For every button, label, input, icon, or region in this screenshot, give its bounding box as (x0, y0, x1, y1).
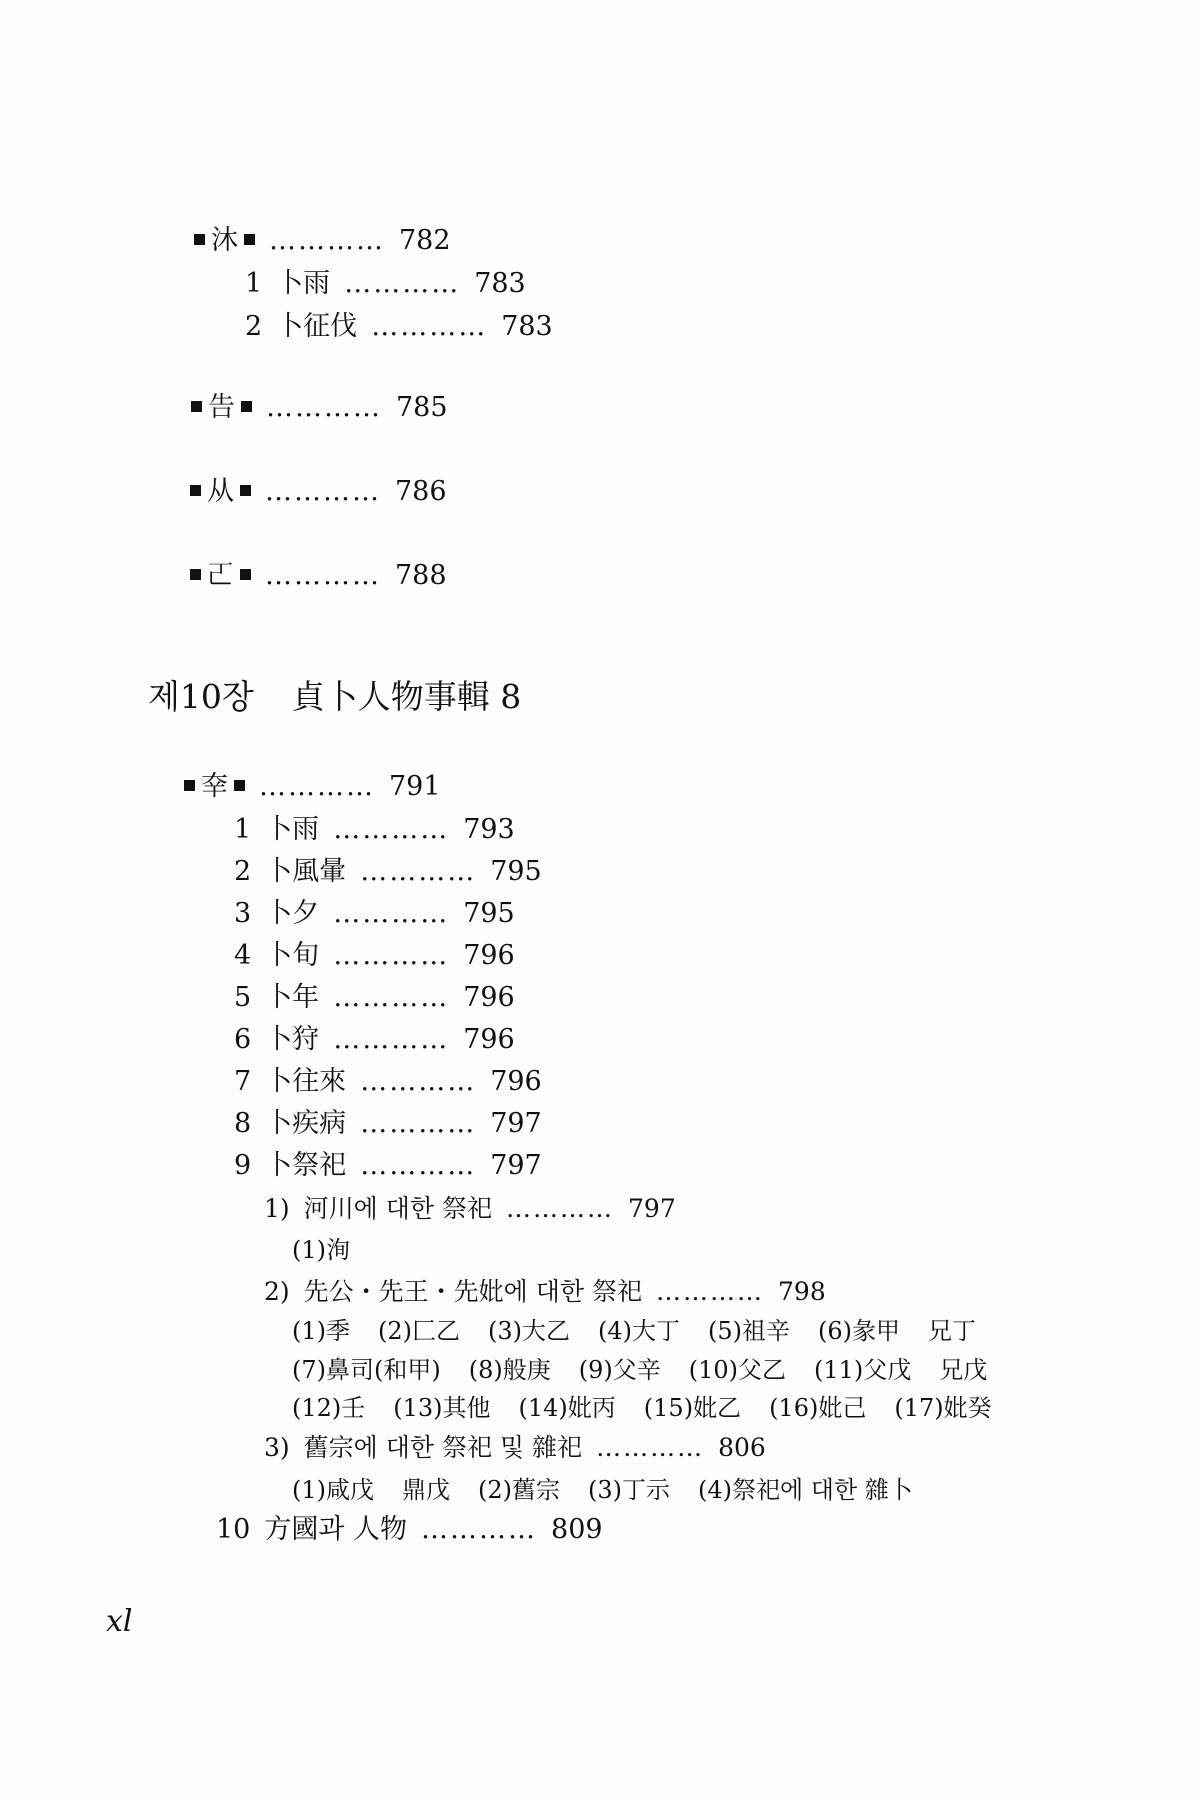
toc-text: 卜風暈 (265, 856, 347, 887)
toc-entry (194, 224, 451, 258)
toc-text: (1)洵 (292, 1236, 350, 1264)
toc-item (216, 1513, 603, 1547)
toc-text: 795 (490, 856, 542, 887)
chapter-label: 제10장 (148, 677, 254, 716)
toc-text: 舊宗에 대한 祭祀 및 雜祀 (303, 1433, 583, 1462)
toc-text: 791 (389, 771, 441, 802)
toc-text: 797 (490, 1108, 542, 1139)
toc-text: ………… (360, 1150, 477, 1181)
toc-text: 785 (396, 392, 448, 423)
toc-text: 兄丁 (928, 1317, 976, 1345)
square-bullet-icon (234, 780, 245, 791)
toc-text: 2 (234, 856, 252, 887)
toc-text: ………… (360, 1108, 477, 1139)
toc-text: 798 (778, 1277, 826, 1306)
toc-text: 788 (395, 560, 447, 591)
toc-subitem (264, 1431, 766, 1465)
toc-text: ………… (656, 1277, 765, 1306)
toc-text: (9)父辛 (578, 1356, 661, 1384)
square-bullet-icon (244, 234, 255, 245)
toc-text: 793 (463, 814, 515, 845)
page-number: 782 (399, 225, 451, 256)
toc-text: 卜疾病 (265, 1108, 347, 1139)
toc-text: (14)妣丙 (518, 1394, 616, 1422)
toc-text: 卜夕 (265, 898, 320, 929)
toc-item (234, 1107, 542, 1141)
toc-text: 2 (245, 311, 263, 342)
chapter-title: 貞卜人物事輯 8 (291, 677, 522, 716)
toc-text: 796 (463, 940, 515, 971)
toc-text: 1) (264, 1194, 290, 1223)
square-bullet-icon (191, 401, 202, 412)
toc-text: ………… (333, 898, 450, 929)
toc-text: 7 (234, 1066, 252, 1097)
toc-text: 783 (474, 268, 526, 299)
toc-text: 鼎戊 (402, 1476, 450, 1504)
toc-detail (292, 1473, 913, 1507)
toc-text: 3) (264, 1433, 290, 1462)
toc-item (234, 1023, 515, 1057)
toc-subitem (264, 1275, 826, 1309)
toc-text: ………… (596, 1433, 705, 1462)
toc-text: 卜旬 (265, 940, 320, 971)
toc-text: ………… (344, 268, 461, 299)
toc-text: 卜雨 (276, 268, 331, 299)
toc-text: ………… (333, 1024, 450, 1055)
toc-text: 方國과 人物 (264, 1514, 408, 1545)
square-bullet-icon (240, 569, 251, 580)
toc-text: ………… (371, 311, 488, 342)
toc-item (245, 310, 553, 344)
toc-detail (292, 1391, 992, 1425)
square-bullet-icon (240, 485, 251, 496)
square-bullet-icon (190, 485, 201, 496)
square-bullet-icon (194, 234, 205, 245)
toc-detail (292, 1233, 350, 1267)
toc-text: 9 (234, 1150, 252, 1181)
toc-item (234, 813, 515, 847)
toc-text: (11)父戊 (814, 1356, 912, 1384)
toc-text: ………… (506, 1194, 615, 1223)
toc-text: 𠀀 (207, 560, 234, 591)
page-footer-number: xl (106, 1604, 133, 1639)
toc-text: 786 (395, 476, 447, 507)
toc-text: 告 (208, 392, 235, 423)
toc-text: (2)舊宗 (478, 1476, 560, 1504)
toc-text: (8)般庚 (468, 1356, 551, 1384)
toc-text: (17)妣癸 (894, 1394, 992, 1422)
toc-text: 先公・先王・先妣에 대한 祭祀 (303, 1277, 643, 1306)
toc-text: ………… (333, 982, 450, 1013)
toc-text: (1)咸戊 (292, 1476, 374, 1504)
chapter-heading (148, 677, 521, 717)
toc-text: ………… (333, 940, 450, 971)
toc-entry (190, 475, 447, 509)
toc-text: 河川에 대한 祭祀 (303, 1194, 493, 1223)
toc-detail (292, 1314, 976, 1348)
toc-text: (7)鼻司(和甲) (292, 1356, 441, 1384)
toc-text: (5)祖辛 (708, 1317, 790, 1345)
toc-text: ………… (265, 560, 381, 591)
toc-text: 卜往來 (265, 1066, 347, 1097)
toc-text: 卜征伐 (276, 311, 358, 342)
toc-text: 797 (490, 1150, 542, 1181)
toc-text: (10)父乙 (688, 1356, 786, 1384)
toc-item (234, 855, 542, 889)
toc-text: ………… (269, 225, 385, 256)
toc-subitem (264, 1192, 676, 1226)
toc-text: 10 (216, 1514, 251, 1545)
toc-text: (16)妣己 (769, 1394, 867, 1422)
toc-text: 从 (207, 476, 234, 507)
toc-text: 4 (234, 940, 252, 971)
toc-text: 卜雨 (265, 814, 320, 845)
toc-text: 卜年 (265, 982, 320, 1013)
toc-text: 797 (628, 1194, 676, 1223)
toc-text: 8 (234, 1108, 252, 1139)
toc-text: 796 (463, 982, 515, 1013)
toc-text: (2)匚乙 (378, 1317, 460, 1345)
toc-text: 783 (501, 311, 553, 342)
toc-text: (1)季 (292, 1317, 350, 1345)
toc-text: 㚔 (201, 771, 228, 802)
toc-text: 5 (234, 982, 252, 1013)
toc-text: 1 (245, 268, 263, 299)
toc-text: 卜狩 (265, 1024, 320, 1055)
toc-item (234, 981, 515, 1015)
entry-head: 沐 (211, 225, 238, 256)
toc-item (234, 939, 515, 973)
toc-entry (184, 770, 441, 804)
toc-text: 1 (234, 814, 252, 845)
toc-text: (3)大乙 (488, 1317, 570, 1345)
toc-text: 796 (490, 1066, 542, 1097)
toc-item (234, 897, 515, 931)
toc-text: 809 (551, 1514, 603, 1545)
square-bullet-icon (184, 780, 195, 791)
toc-entry (190, 559, 447, 593)
toc-text: 6 (234, 1024, 252, 1055)
toc-entry (191, 391, 448, 425)
toc-text: (12)壬 (292, 1394, 366, 1422)
square-bullet-icon (190, 569, 201, 580)
toc-text: ………… (259, 771, 375, 802)
toc-text: 796 (463, 1024, 515, 1055)
toc-text: 兄戊 (939, 1356, 988, 1384)
toc-text: (3)丁示 (588, 1476, 670, 1504)
toc-text: ………… (360, 1066, 477, 1097)
toc-text: (4)祭祀에 대한 雜卜 (698, 1476, 913, 1504)
toc-item (234, 1149, 542, 1183)
toc-text: ………… (360, 856, 477, 887)
toc-text: 卜祭祀 (265, 1150, 347, 1181)
toc-text: 795 (463, 898, 515, 929)
toc-text: (4)大丁 (598, 1317, 680, 1345)
toc-item (245, 267, 526, 301)
toc-text: ………… (421, 1514, 538, 1545)
toc-text: 3 (234, 898, 252, 929)
toc-text: ………… (265, 476, 381, 507)
square-bullet-icon (241, 401, 252, 412)
toc-detail (292, 1353, 987, 1387)
toc-text: ………… (266, 392, 382, 423)
toc-text: (6)彖甲 (818, 1317, 900, 1345)
toc-text: (15)妣乙 (643, 1394, 742, 1422)
toc-text: 2) (264, 1277, 290, 1306)
toc-text: 806 (718, 1433, 766, 1462)
toc-text: ………… (333, 814, 450, 845)
toc-text: (13)其他 (393, 1394, 491, 1422)
toc-item (234, 1065, 542, 1099)
